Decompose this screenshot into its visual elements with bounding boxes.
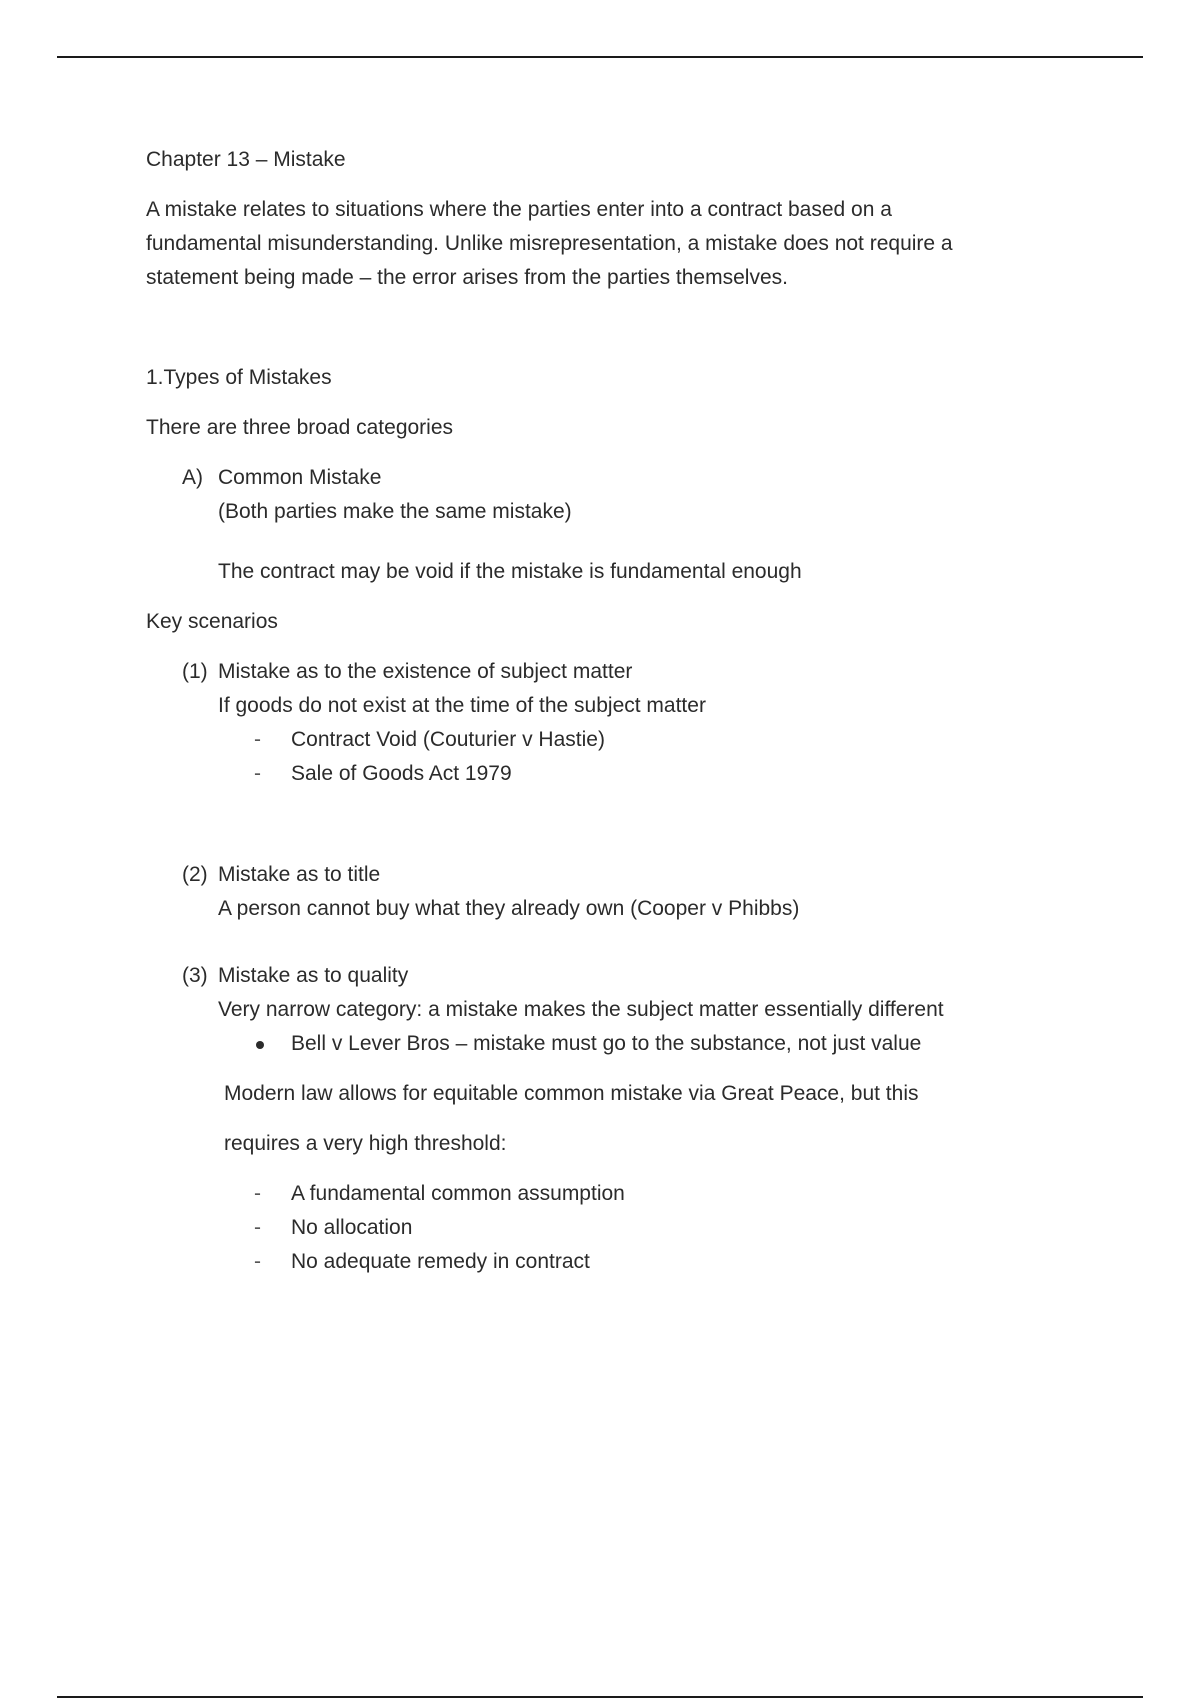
- scenario-title: Mistake as to title: [218, 863, 381, 886]
- threshold-text: No adequate remedy in contract: [291, 1250, 590, 1273]
- dash-bullet-icon: -: [254, 1250, 261, 1273]
- dash-bullet-icon: -: [254, 728, 261, 751]
- section-lead: There are three broad categories: [146, 416, 454, 439]
- threshold-text: No allocation: [291, 1216, 413, 1239]
- footer-rule: [57, 1696, 1143, 1698]
- list-item: [146, 757, 1076, 791]
- section-heading: 1.Types of Mistakes: [146, 366, 332, 389]
- scenario-desc: If goods do not exist at the time of the subject matter: [218, 694, 706, 717]
- list-item: [146, 723, 1076, 757]
- list-marker: (2): [182, 863, 208, 886]
- scenario-desc: A person cannot buy what they already own (Cooper v Phibbs): [218, 897, 800, 920]
- dash-bullet-icon: -: [254, 762, 261, 785]
- scenario-item: [146, 655, 1076, 723]
- common-mistake-note: (Both parties make the same mistake): [218, 500, 572, 523]
- list-item: [146, 1245, 1076, 1279]
- bullet-dot-icon: [256, 1041, 264, 1049]
- threshold-text: A fundamental common assumption: [291, 1182, 625, 1205]
- scenario-item: [146, 959, 1076, 1027]
- scenario-item: [146, 858, 1076, 926]
- intro-line: fundamental misunderstanding. Unlike misrepresentation, a mistake does not require a: [146, 232, 953, 255]
- page-title: Chapter 13 – Mistake: [146, 148, 346, 171]
- modern-law-line: Modern law allows for equitable common mistake via Great Peace, but this: [224, 1082, 919, 1105]
- key-scenarios-label: Key scenarios: [146, 610, 278, 633]
- list-item: [146, 1177, 1076, 1211]
- document-page: [146, 143, 1076, 1279]
- dash-bullet-icon: -: [254, 1182, 261, 1205]
- intro-line: statement being made – the error arises from the parties themselves.: [146, 266, 788, 289]
- modern-law-paragraph: [146, 1069, 1076, 1169]
- bullet-text: Bell v Lever Bros – mistake must go to the substance, not just value: [291, 1032, 922, 1055]
- modern-law-line: requires a very high threshold:: [224, 1132, 507, 1155]
- scenario-title: Mistake as to the existence of subject matter: [218, 660, 633, 683]
- bullet-text: Contract Void (Couturier v Hastie): [291, 728, 605, 751]
- list-item: [146, 1027, 1076, 1061]
- dash-bullet-icon: -: [254, 1216, 261, 1239]
- list-marker: (3): [182, 964, 208, 987]
- common-mistake-label: Common Mistake: [218, 466, 382, 489]
- intro-line: A mistake relates to situations where the parties enter into a contract based on a: [146, 198, 892, 221]
- void-note: The contract may be void if the mistake is fundamental enough: [218, 560, 802, 583]
- list-item: [146, 1211, 1076, 1245]
- list-marker: A): [182, 466, 203, 489]
- list-marker: (1): [182, 660, 208, 683]
- scenario-desc: Very narrow category: a mistake makes the subject matter essentially different: [218, 998, 944, 1021]
- intro-paragraph: [146, 193, 1076, 295]
- header-rule: [57, 56, 1143, 58]
- bullet-text: Sale of Goods Act 1979: [291, 762, 512, 785]
- scenario-title: Mistake as to quality: [218, 964, 409, 987]
- common-mistake-item: [146, 461, 1076, 589]
